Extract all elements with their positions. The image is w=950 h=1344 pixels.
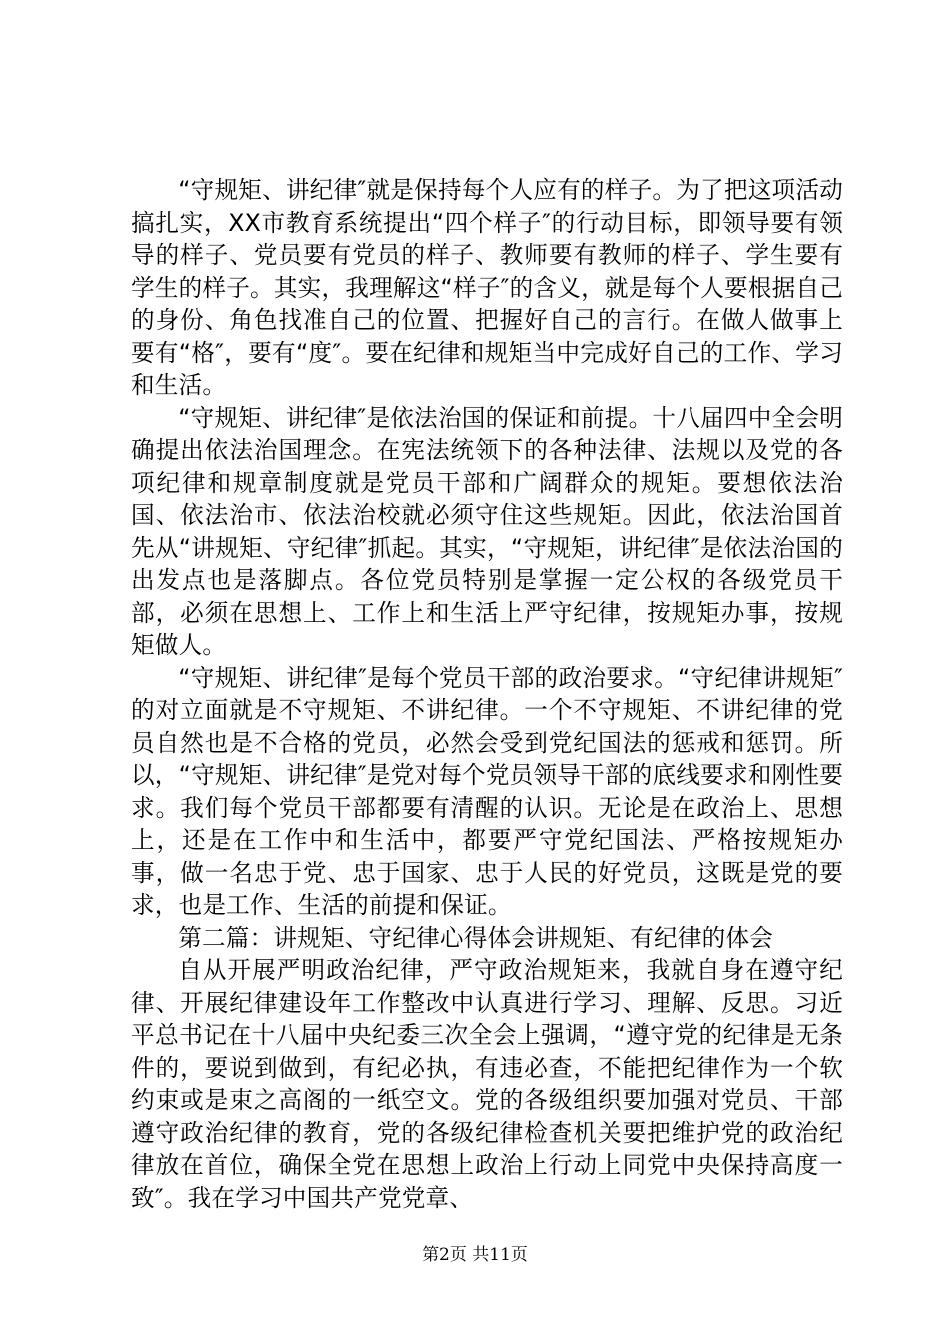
document-body: [131, 174, 843, 1214]
paragraph-1: “守规矩、讲纪律″就是保持每个人应有的样子。为了把这项活动搞扎实，XX市教育系统提出“四个样子″的行动目标，即领导要有领导的样子、党员要有党员的样子、教师要有教师的样子、学生要有学生的样子。其实，我理解这“样子″的含义，就是每个人要根据自己的身份、角色找准自己的位置、把握好自己的言行。在做人做事上要有“格″，要有“度″。要在纪律和规矩当中完成好自己的工作、学习和生活。: [131, 176, 843, 399]
page-footer: 第2页 共11页: [422, 1245, 528, 1265]
paragraph-3: “守规矩、讲纪律″是每个党员干部的政治要求。“守纪律讲规矩″的对立面就是不守规矩、不讲纪律。一个不守规矩、不讲纪律的党员自然也是不合格的党员，必然会受到党纪国法的惩戒和惩罚。所以，“守规矩、讲纪律″是党对每个党员领导干部的底线要求和刚性要求。我们每个党员干部都要有清醒的认识。无论是在政治上、思想上，还是在工作中和生活中，都要严守党纪国法、严格按规矩办事，做一名忠于党、忠于国家、忠于人民的好党员，这既是党的要求，也是工作、生活的前提和保证。: [131, 663, 843, 919]
section-paragraph: 自从开展严明政治纪律，严守政治规矩来，我就自身在遵守纪律、开展纪律建设年工作整改中认真进行学习、理解、反思。习近平总书记在十八届中央纪委三次全会上强调，“遵守党的纪律是无条件的，要说到做到，有纪必执，有违必查，不能把纪律作为一个软约束或是束之高阁的一纸空文。党的各级组织要加强对党员、干部遵守政治纪律的教育，党的各级纪律检查机关要把维护党的政治纪律放在首位，确保全党在思想上政治上行动上同党中央保持高度一致″。我在学习中国共产党党章、: [131, 956, 843, 1212]
paragraph-2: “守规矩、讲纪律″是依法治国的保证和前提。十八届四中全会明确提出依法治国理念。在宪法统领下的各种法律、法规以及党的各项纪律和规章制度就是党员干部和广阔群众的规矩。要想依法治国、依法治市、依法治校就必须守住这些规矩。因此，依法治国首先从“讲规矩、守纪律″抓起。其实，“守规矩，讲纪律″是依法治国的出发点也是落脚点。各位党员特别是掌握一定公权的各级党员干部，必须在思想上、工作上和生活上严守纪律，按规矩办事，按规矩做人。: [131, 403, 843, 659]
section-heading: 第二篇：讲规矩、守纪律心得体会讲规矩、有纪律的体会: [178, 923, 774, 952]
